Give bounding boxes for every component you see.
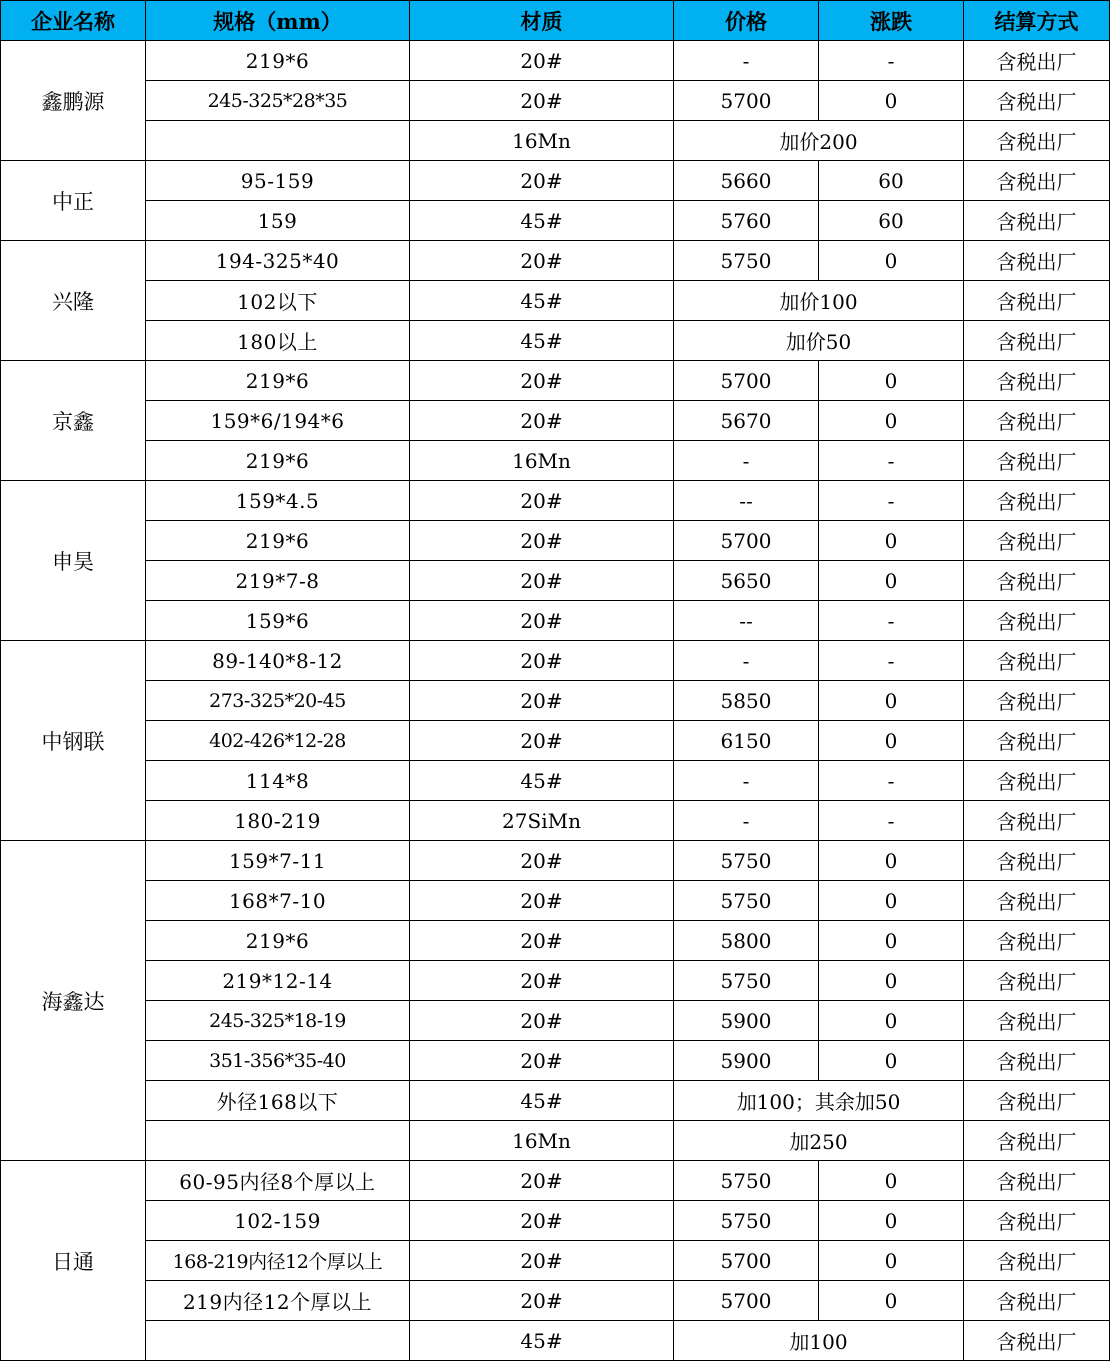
- material-cell: 45#: [410, 321, 674, 361]
- material-cell: 20#: [410, 481, 674, 521]
- table-body: [1, 41, 1110, 1361]
- change-cell: -: [819, 801, 964, 841]
- settlement-cell: 含税出厂: [964, 241, 1110, 281]
- company-name-cell: 海鑫达: [1, 841, 146, 1161]
- settlement-cell: 含税出厂: [964, 761, 1110, 801]
- spec-cell: 159*6/194*6: [146, 401, 410, 441]
- change-cell: -: [819, 761, 964, 801]
- price-cell: 5750: [674, 1161, 819, 1201]
- material-cell: 20#: [410, 241, 674, 281]
- material-cell: 20#: [410, 641, 674, 681]
- change-cell: 0: [819, 81, 964, 121]
- change-cell: 0: [819, 721, 964, 761]
- spec-cell: 194-325*40: [146, 241, 410, 281]
- spec-cell: 219*6: [146, 521, 410, 561]
- change-cell: 0: [819, 881, 964, 921]
- material-cell: 20#: [410, 1281, 674, 1321]
- settlement-cell: 含税出厂: [964, 1161, 1110, 1201]
- price-cell: 5700: [674, 521, 819, 561]
- material-cell: 16Mn: [410, 1121, 674, 1161]
- price-cell: 5750: [674, 1201, 819, 1241]
- material-cell: 16Mn: [410, 441, 674, 481]
- change-cell: -: [819, 441, 964, 481]
- table-row: [1, 401, 1110, 441]
- material-cell: 20#: [410, 721, 674, 761]
- change-cell: -: [819, 41, 964, 81]
- material-cell: 20#: [410, 841, 674, 881]
- price-cell: 5660: [674, 161, 819, 201]
- spec-cell: 114*8: [146, 761, 410, 801]
- table-row: [1, 681, 1110, 721]
- material-cell: 45#: [410, 201, 674, 241]
- price-cell: -: [674, 441, 819, 481]
- material-cell: 45#: [410, 1081, 674, 1121]
- settlement-cell: 含税出厂: [964, 1121, 1110, 1161]
- price-note-cell: 加100；其余加50: [674, 1081, 964, 1121]
- price-cell: 5700: [674, 361, 819, 401]
- material-cell: 20#: [410, 561, 674, 601]
- settlement-cell: 含税出厂: [964, 561, 1110, 601]
- material-cell: 16Mn: [410, 121, 674, 161]
- table-row: [1, 441, 1110, 481]
- change-cell: 0: [819, 561, 964, 601]
- company-name-cell: 中钢联: [1, 641, 146, 841]
- price-cell: -: [674, 761, 819, 801]
- spec-cell: 159*6: [146, 601, 410, 641]
- material-cell: 45#: [410, 281, 674, 321]
- spec-cell: 102-159: [146, 1201, 410, 1241]
- material-cell: 20#: [410, 921, 674, 961]
- settlement-cell: 含税出厂: [964, 921, 1110, 961]
- spec-cell: 219*6: [146, 41, 410, 81]
- spec-cell: 351-356*35-40: [146, 1041, 410, 1081]
- change-cell: 0: [819, 1281, 964, 1321]
- price-cell: 5750: [674, 241, 819, 281]
- price-cell: 5700: [674, 1241, 819, 1281]
- settlement-cell: 含税出厂: [964, 641, 1110, 681]
- column-header-material: 材质: [410, 1, 674, 41]
- settlement-cell: 含税出厂: [964, 1321, 1110, 1361]
- spec-cell: 60-95内径8个厚以上: [146, 1161, 410, 1201]
- change-cell: 0: [819, 961, 964, 1001]
- price-cell: 5850: [674, 681, 819, 721]
- table-row: [1, 481, 1110, 521]
- price-cell: 5650: [674, 561, 819, 601]
- company-name-cell: 日通: [1, 1161, 146, 1361]
- change-cell: 0: [819, 1161, 964, 1201]
- company-name-cell: 京鑫: [1, 361, 146, 481]
- settlement-cell: 含税出厂: [964, 681, 1110, 721]
- table-row: [1, 201, 1110, 241]
- price-note-cell: 加100: [674, 1321, 964, 1361]
- change-cell: 0: [819, 841, 964, 881]
- table-row: [1, 121, 1110, 161]
- settlement-cell: 含税出厂: [964, 321, 1110, 361]
- material-cell: 20#: [410, 41, 674, 81]
- settlement-cell: 含税出厂: [964, 41, 1110, 81]
- material-cell: 20#: [410, 1041, 674, 1081]
- company-name-cell: 申昊: [1, 481, 146, 641]
- spec-cell: 219*6: [146, 441, 410, 481]
- price-cell: 5900: [674, 1041, 819, 1081]
- price-cell: 5700: [674, 1281, 819, 1321]
- price-cell: 6150: [674, 721, 819, 761]
- price-cell: --: [674, 601, 819, 641]
- spec-cell: [146, 1121, 410, 1161]
- table-row: [1, 1121, 1110, 1161]
- table-row: [1, 601, 1110, 641]
- settlement-cell: 含税出厂: [964, 121, 1110, 161]
- table-row: [1, 1001, 1110, 1041]
- spec-cell: 273-325*20-45: [146, 681, 410, 721]
- price-cell: -: [674, 801, 819, 841]
- company-name-cell: 中正: [1, 161, 146, 241]
- price-cell: -: [674, 641, 819, 681]
- table-row: [1, 1201, 1110, 1241]
- change-cell: 0: [819, 921, 964, 961]
- table-row: [1, 1161, 1110, 1201]
- settlement-cell: 含税出厂: [964, 881, 1110, 921]
- settlement-cell: 含税出厂: [964, 601, 1110, 641]
- material-cell: 20#: [410, 961, 674, 1001]
- spec-cell: 219*6: [146, 921, 410, 961]
- spec-cell: 219*7-8: [146, 561, 410, 601]
- table-row: [1, 801, 1110, 841]
- table-row: [1, 761, 1110, 801]
- settlement-cell: 含税出厂: [964, 401, 1110, 441]
- material-cell: 45#: [410, 1321, 674, 1361]
- material-cell: 20#: [410, 681, 674, 721]
- settlement-cell: 含税出厂: [964, 201, 1110, 241]
- spec-cell: 219*6: [146, 361, 410, 401]
- change-cell: 0: [819, 521, 964, 561]
- column-header-spec: 规格（mm）: [146, 1, 410, 41]
- change-cell: 0: [819, 401, 964, 441]
- company-name-cell: 鑫鹏源: [1, 41, 146, 161]
- spec-cell: [146, 121, 410, 161]
- table-row: [1, 1321, 1110, 1361]
- material-cell: 20#: [410, 161, 674, 201]
- spec-cell: 245-325*28*35: [146, 81, 410, 121]
- change-cell: -: [819, 641, 964, 681]
- table-row: [1, 1041, 1110, 1081]
- settlement-cell: 含税出厂: [964, 361, 1110, 401]
- spec-cell: 245-325*18-19: [146, 1001, 410, 1041]
- spec-cell: 402-426*12-28: [146, 721, 410, 761]
- table-row: [1, 841, 1110, 881]
- material-cell: 20#: [410, 1201, 674, 1241]
- table-row: [1, 961, 1110, 1001]
- change-cell: 0: [819, 361, 964, 401]
- table-row: [1, 641, 1110, 681]
- price-cell: 5750: [674, 961, 819, 1001]
- table-row: [1, 921, 1110, 961]
- table-row: [1, 41, 1110, 81]
- change-cell: 60: [819, 201, 964, 241]
- price-note-cell: 加价200: [674, 121, 964, 161]
- price-cell: 5760: [674, 201, 819, 241]
- price-note-cell: 加250: [674, 1121, 964, 1161]
- settlement-cell: 含税出厂: [964, 441, 1110, 481]
- header-row: [1, 1, 1110, 41]
- price-cell: --: [674, 481, 819, 521]
- table-row: [1, 561, 1110, 601]
- price-cell: 5700: [674, 81, 819, 121]
- spec-cell: 159*4.5: [146, 481, 410, 521]
- spec-cell: 外径168以下: [146, 1081, 410, 1121]
- price-cell: 5670: [674, 401, 819, 441]
- spec-cell: 180以上: [146, 321, 410, 361]
- table-row: [1, 161, 1110, 201]
- settlement-cell: 含税出厂: [964, 721, 1110, 761]
- price-cell: -: [674, 41, 819, 81]
- column-header-settlement: 结算方式: [964, 1, 1110, 41]
- settlement-cell: 含税出厂: [964, 1041, 1110, 1081]
- spec-cell: 168*7-10: [146, 881, 410, 921]
- change-cell: 0: [819, 1041, 964, 1081]
- price-note-cell: 加价100: [674, 281, 964, 321]
- settlement-cell: 含税出厂: [964, 961, 1110, 1001]
- material-cell: 27SiMn: [410, 801, 674, 841]
- change-cell: -: [819, 601, 964, 641]
- spec-cell: 219*12-14: [146, 961, 410, 1001]
- price-cell: 5900: [674, 1001, 819, 1041]
- settlement-cell: 含税出厂: [964, 481, 1110, 521]
- table-row: [1, 1081, 1110, 1121]
- price-cell: 5800: [674, 921, 819, 961]
- table-row: [1, 881, 1110, 921]
- settlement-cell: 含税出厂: [964, 281, 1110, 321]
- spec-cell: 95-159: [146, 161, 410, 201]
- spec-cell: 180-219: [146, 801, 410, 841]
- settlement-cell: 含税出厂: [964, 1201, 1110, 1241]
- spec-cell: 102以下: [146, 281, 410, 321]
- spec-cell: 89-140*8-12: [146, 641, 410, 681]
- material-cell: 20#: [410, 521, 674, 561]
- settlement-cell: 含税出厂: [964, 161, 1110, 201]
- table-row: [1, 721, 1110, 761]
- change-cell: 60: [819, 161, 964, 201]
- spec-cell: 219内径12个厚以上: [146, 1281, 410, 1321]
- table-row: [1, 1241, 1110, 1281]
- price-note-cell: 加价50: [674, 321, 964, 361]
- spec-cell: 159*7-11: [146, 841, 410, 881]
- material-cell: 20#: [410, 1001, 674, 1041]
- change-cell: 0: [819, 241, 964, 281]
- material-cell: 20#: [410, 361, 674, 401]
- table-row: [1, 521, 1110, 561]
- change-cell: 0: [819, 681, 964, 721]
- material-cell: 20#: [410, 881, 674, 921]
- settlement-cell: 含税出厂: [964, 1081, 1110, 1121]
- settlement-cell: 含税出厂: [964, 1281, 1110, 1321]
- table-row: [1, 1281, 1110, 1321]
- spec-cell: 168-219内径12个厚以上: [146, 1241, 410, 1281]
- material-cell: 20#: [410, 601, 674, 641]
- settlement-cell: 含税出厂: [964, 801, 1110, 841]
- price-cell: 5750: [674, 881, 819, 921]
- company-name-cell: 兴隆: [1, 241, 146, 361]
- change-cell: 0: [819, 1001, 964, 1041]
- change-cell: 0: [819, 1241, 964, 1281]
- column-header-price: 价格: [674, 1, 819, 41]
- price-cell: 5750: [674, 841, 819, 881]
- table-row: [1, 241, 1110, 281]
- settlement-cell: 含税出厂: [964, 1001, 1110, 1041]
- material-cell: 20#: [410, 1241, 674, 1281]
- table-row: [1, 321, 1110, 361]
- table-row: [1, 361, 1110, 401]
- spec-cell: [146, 1321, 410, 1361]
- material-cell: 20#: [410, 1161, 674, 1201]
- table-row: [1, 281, 1110, 321]
- change-cell: 0: [819, 1201, 964, 1241]
- column-header-change: 涨跌: [819, 1, 964, 41]
- material-cell: 45#: [410, 761, 674, 801]
- settlement-cell: 含税出厂: [964, 81, 1110, 121]
- change-cell: -: [819, 481, 964, 521]
- table-row: [1, 81, 1110, 121]
- settlement-cell: 含税出厂: [964, 521, 1110, 561]
- material-cell: 20#: [410, 81, 674, 121]
- settlement-cell: 含税出厂: [964, 1241, 1110, 1281]
- material-cell: 20#: [410, 401, 674, 441]
- spec-cell: 159: [146, 201, 410, 241]
- column-header-company: 企业名称: [1, 1, 146, 41]
- settlement-cell: 含税出厂: [964, 841, 1110, 881]
